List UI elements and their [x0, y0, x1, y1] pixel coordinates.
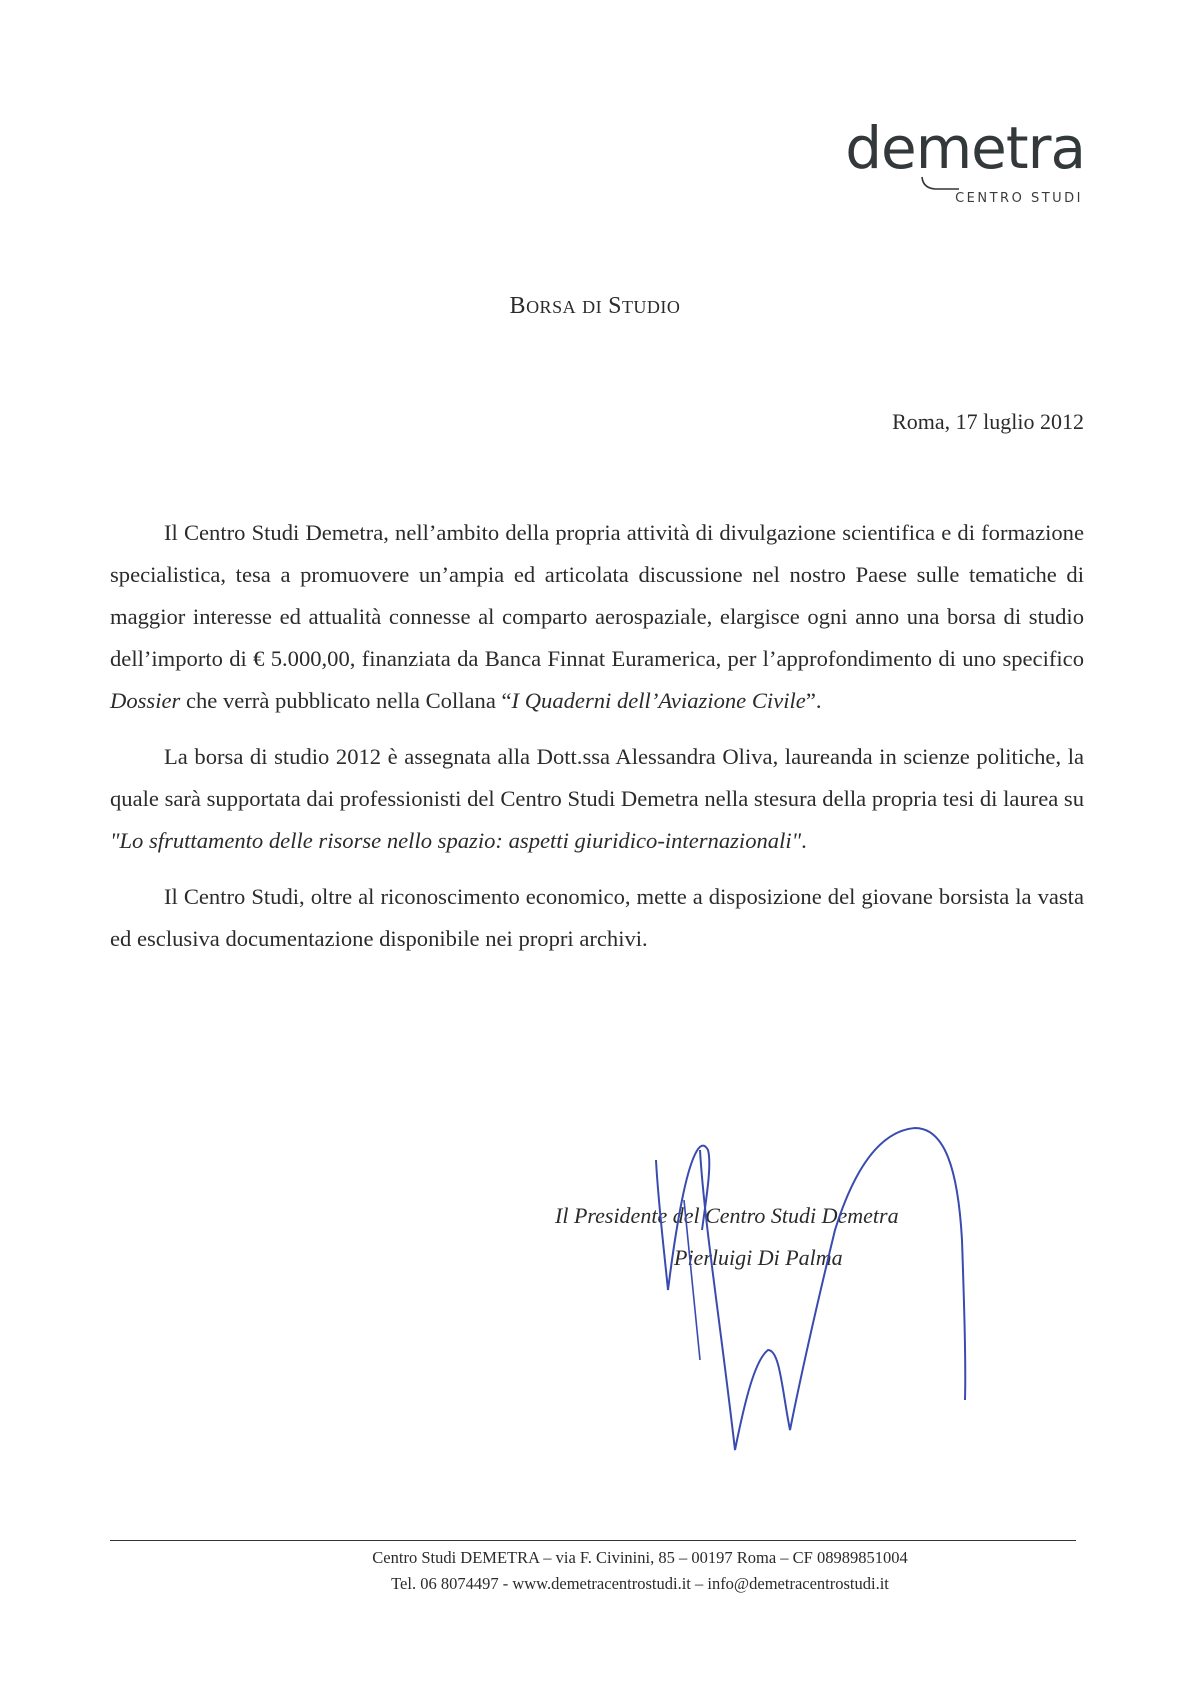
footer-contacts: Tel. 06 8074497 - www.demetracentrostudi.it – info@demetracentrostudi.it — [391, 1574, 889, 1593]
letterhead-footer — [0, 1545, 1190, 1597]
paragraph-2: La borsa di studio 2012 è assegnata alla Dott.ssa Alessandra Oliva, laureanda in scienze politiche, la quale sarà supportata dai professionisti del Centro Studi Demetra nella stesura della propria tesi di laurea su "Lo sfruttamento delle risorse nello spazio: aspetti giuridico-internazionali". — [110, 744, 1084, 853]
signatory-name: Pierluigi Di Palma — [674, 1245, 843, 1270]
paragraph-3: Il Centro Studi, oltre al riconoscimento economico, mette a disposizione del giovane borsista la vasta ed esclusiva documentazione disponibile nei propri archivi. — [110, 884, 1084, 951]
page-title: BORSA DI STUDIO — [509, 293, 681, 319]
letter-body — [110, 512, 1084, 974]
demetra-logo — [845, 114, 1085, 213]
footer-address: Centro Studi DEMETRA – via F. Civinini, 85 – 00197 Roma – CF 08989851004 — [372, 1548, 908, 1567]
paragraph-1: Il Centro Studi Demetra, nell’ambito della propria attività di divulgazione scientifica e di formazione specialistica, tesa a promuovere un’ampia ed articolata discussione nel nostro Paese sulle tematiche di maggior interesse ed attualità connesse al comparto aerospaziale, elargisce ogni anno una borsa di studio dell’importo di € 5.000,00, finanziata da Banca Finnat Euramerica, per l’approfondimento di uno specifico Dossier che verrà pubblicato nella Collana “I Quaderni dell’Aviazione Civile”. — [110, 520, 1084, 713]
footer-divider — [110, 1540, 1076, 1541]
logo-tagline: CENTRO STUDI — [955, 191, 1083, 206]
signature-block — [555, 1195, 899, 1279]
letter-date: Roma, 17 luglio 2012 — [892, 409, 1084, 434]
logo-wordmark: demetra — [845, 114, 1085, 182]
signatory-role: Il Presidente del Centro Studi Demetra — [555, 1203, 899, 1228]
